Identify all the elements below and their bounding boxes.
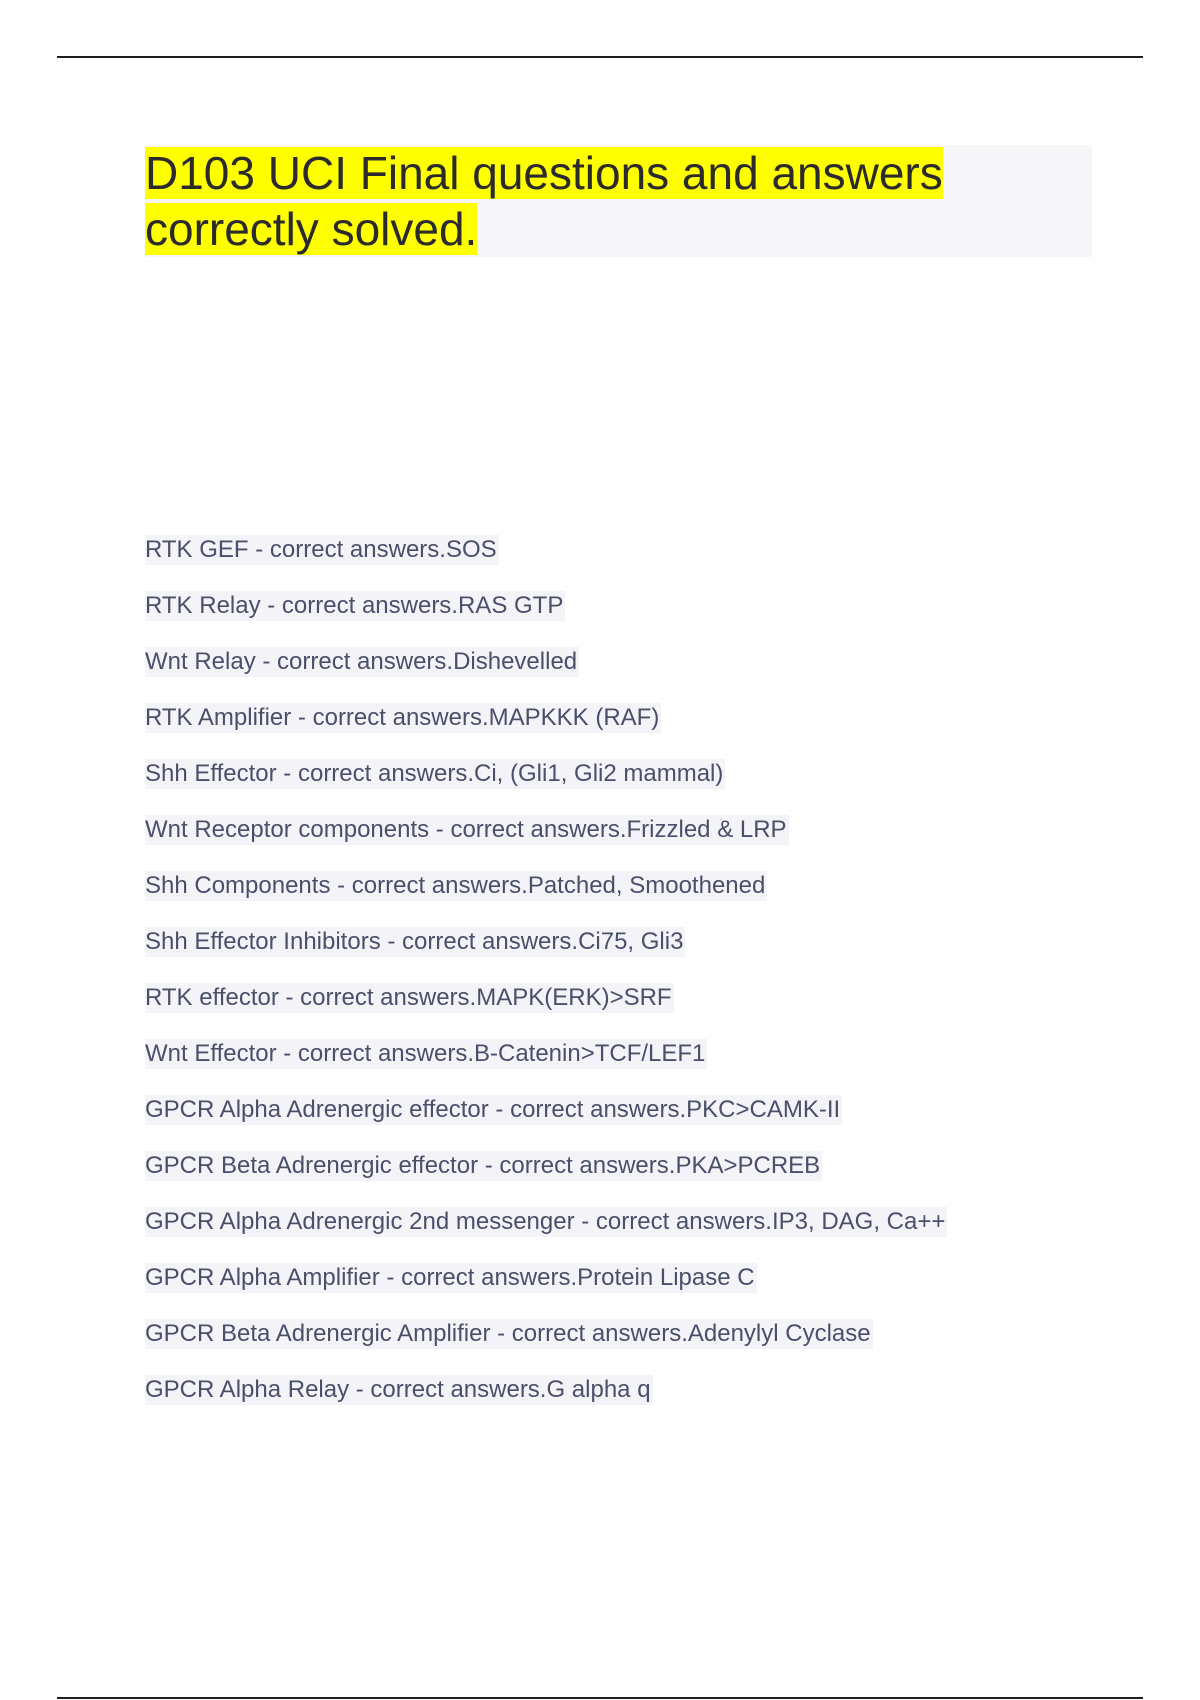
qa-item-text: Shh Effector Inhibitors - correct answers.Ci75, Gli3 [145, 928, 684, 955]
qa-item [145, 1375, 947, 1431]
qa-item-text: GPCR Alpha Amplifier - correct answers.Protein Lipase C [145, 1264, 755, 1291]
bottom-rule [57, 1697, 1143, 1699]
qa-item [145, 927, 947, 983]
qa-item-text: GPCR Beta Adrenergic Amplifier - correct answers.Adenylyl Cyclase [145, 1320, 871, 1347]
qa-item [145, 1151, 947, 1207]
qa-item-text: GPCR Alpha Adrenergic 2nd messenger - correct answers.IP3, DAG, Ca++ [145, 1208, 946, 1235]
qa-item [145, 1263, 947, 1319]
qa-item [145, 1319, 947, 1375]
qa-item-text: GPCR Alpha Adrenergic effector - correct answers.PKC>CAMK-II [145, 1096, 841, 1123]
qa-item [145, 1095, 947, 1151]
qa-item [145, 815, 947, 871]
qa-item [145, 871, 947, 927]
qa-item-text: RTK effector - correct answers.MAPK(ERK)>SRF [145, 984, 672, 1011]
qa-item-text: RTK Amplifier - correct answers.MAPKKK (RAF) [145, 704, 660, 731]
qa-item [145, 703, 947, 759]
document-title [145, 145, 1045, 257]
qa-item [145, 1039, 947, 1095]
qa-item [145, 647, 947, 703]
qa-item-text: GPCR Alpha Relay - correct answers.G alpha q [145, 1376, 651, 1403]
qa-item [145, 535, 947, 591]
qa-item-text: GPCR Beta Adrenergic effector - correct answers.PKA>PCREB [145, 1152, 821, 1179]
qa-list [145, 535, 947, 1431]
qa-item-text: RTK GEF - correct answers.SOS [145, 536, 497, 563]
qa-item [145, 1207, 947, 1263]
qa-item-text: Wnt Effector - correct answers.B-Catenin>TCF/LEF1 [145, 1040, 706, 1067]
qa-item-text: Shh Components - correct answers.Patched, Smoothened [145, 872, 766, 899]
qa-item-text: RTK Relay - correct answers.RAS GTP [145, 592, 564, 619]
qa-item [145, 759, 947, 815]
qa-item [145, 983, 947, 1039]
top-rule [57, 56, 1143, 58]
qa-item-text: Wnt Relay - correct answers.Dishevelled [145, 648, 578, 675]
title-highlight: D103 UCI Final questions and answers correctly solved. [145, 147, 943, 255]
qa-item [145, 591, 947, 647]
qa-item-text: Wnt Receptor components - correct answers.Frizzled & LRP [145, 816, 787, 843]
qa-item-text: Shh Effector - correct answers.Ci, (Gli1, Gli2 mammal) [145, 760, 724, 787]
